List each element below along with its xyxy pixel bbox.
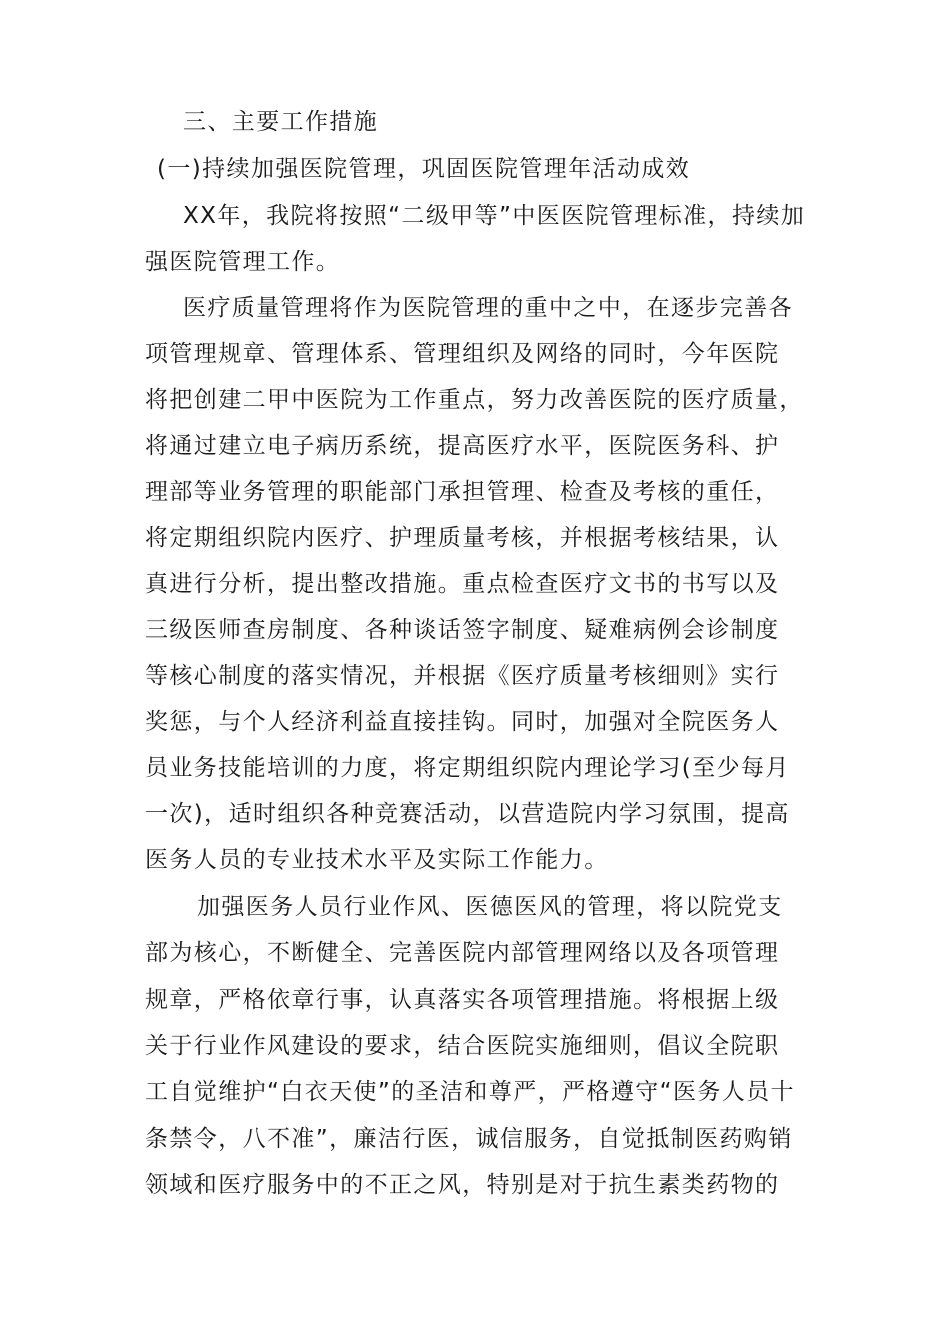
paragraph-line: 真进行分析，提出整改措施。重点检查医疗文书的书写以及 <box>145 571 780 597</box>
paragraph-line: 奖惩，与个人经济利益直接挂钩。同时，加强对全院医务人 <box>145 709 780 735</box>
paragraph-line: 加强医务人员行业作风、医德医风的管理，将以院党支 <box>197 894 783 920</box>
paragraph-line: 项管理规章、管理体系、管理组织及网络的同时，今年医院 <box>145 341 780 367</box>
paragraph-line: 领域和医疗服务中的不正之风，特别是对于抗生素类药物的 <box>145 1172 780 1198</box>
paragraph-line: 一次)，适时组织各种竞赛活动，以营造院内学习氛围，提高 <box>145 801 790 827</box>
paragraph-line: XX年，我院将按照“二级甲等”中医医院管理标准，持续加 <box>183 203 806 229</box>
paragraph-line: 将定期组织院内医疗、护理质量考核，并根据考核结果，认 <box>145 525 780 551</box>
paragraph-line: 规章，严格依章行事，认真落实各项管理措施。将根据上级 <box>145 987 780 1013</box>
subsection-heading: (一)持续加强医院管理，巩固医院管理年活动成效 <box>157 156 691 182</box>
paragraph-line: 医疗质量管理将作为医院管理的重中之中，在逐步完善各 <box>183 295 793 321</box>
paragraph-line: 关于行业作风建设的要求，结合医院实施细则，倡议全院职 <box>145 1033 780 1059</box>
paragraph-line: 理部等业务管理的职能部门承担管理、检查及考核的重任， <box>145 479 780 505</box>
paragraph-line: 将通过建立电子病历系统，提高医疗水平，医院医务科、护 <box>145 433 780 459</box>
section-heading: 三、主要工作措施 <box>183 109 379 135</box>
paragraph-line: 工自觉维护“白衣天使”的圣洁和尊严，严格遵守“医务人员十 <box>145 1079 795 1105</box>
paragraph-line: 将把创建二甲中医院为工作重点，努力改善医院的医疗质量， <box>145 387 804 413</box>
paragraph-line: 等核心制度的落实情况，并根据《医疗质量考核细则》实行 <box>145 663 780 689</box>
paragraph-line: 部为核心，不断健全、完善医院内部管理网络以及各项管理 <box>145 940 780 966</box>
paragraph-line: 三级医师查房制度、各种谈话签字制度、疑难病例会诊制度 <box>145 617 780 643</box>
paragraph-line: 员业务技能培训的力度，将定期组织院内理论学习(至少每月 <box>145 755 790 781</box>
paragraph-line: 强医院管理工作。 <box>145 249 341 275</box>
paragraph-line: 条禁令，八不准”，廉洁行医，诚信服务，自觉抵制医药购销 <box>145 1126 793 1152</box>
paragraph-line: 医务人员的专业技术水平及实际工作能力。 <box>145 847 609 873</box>
